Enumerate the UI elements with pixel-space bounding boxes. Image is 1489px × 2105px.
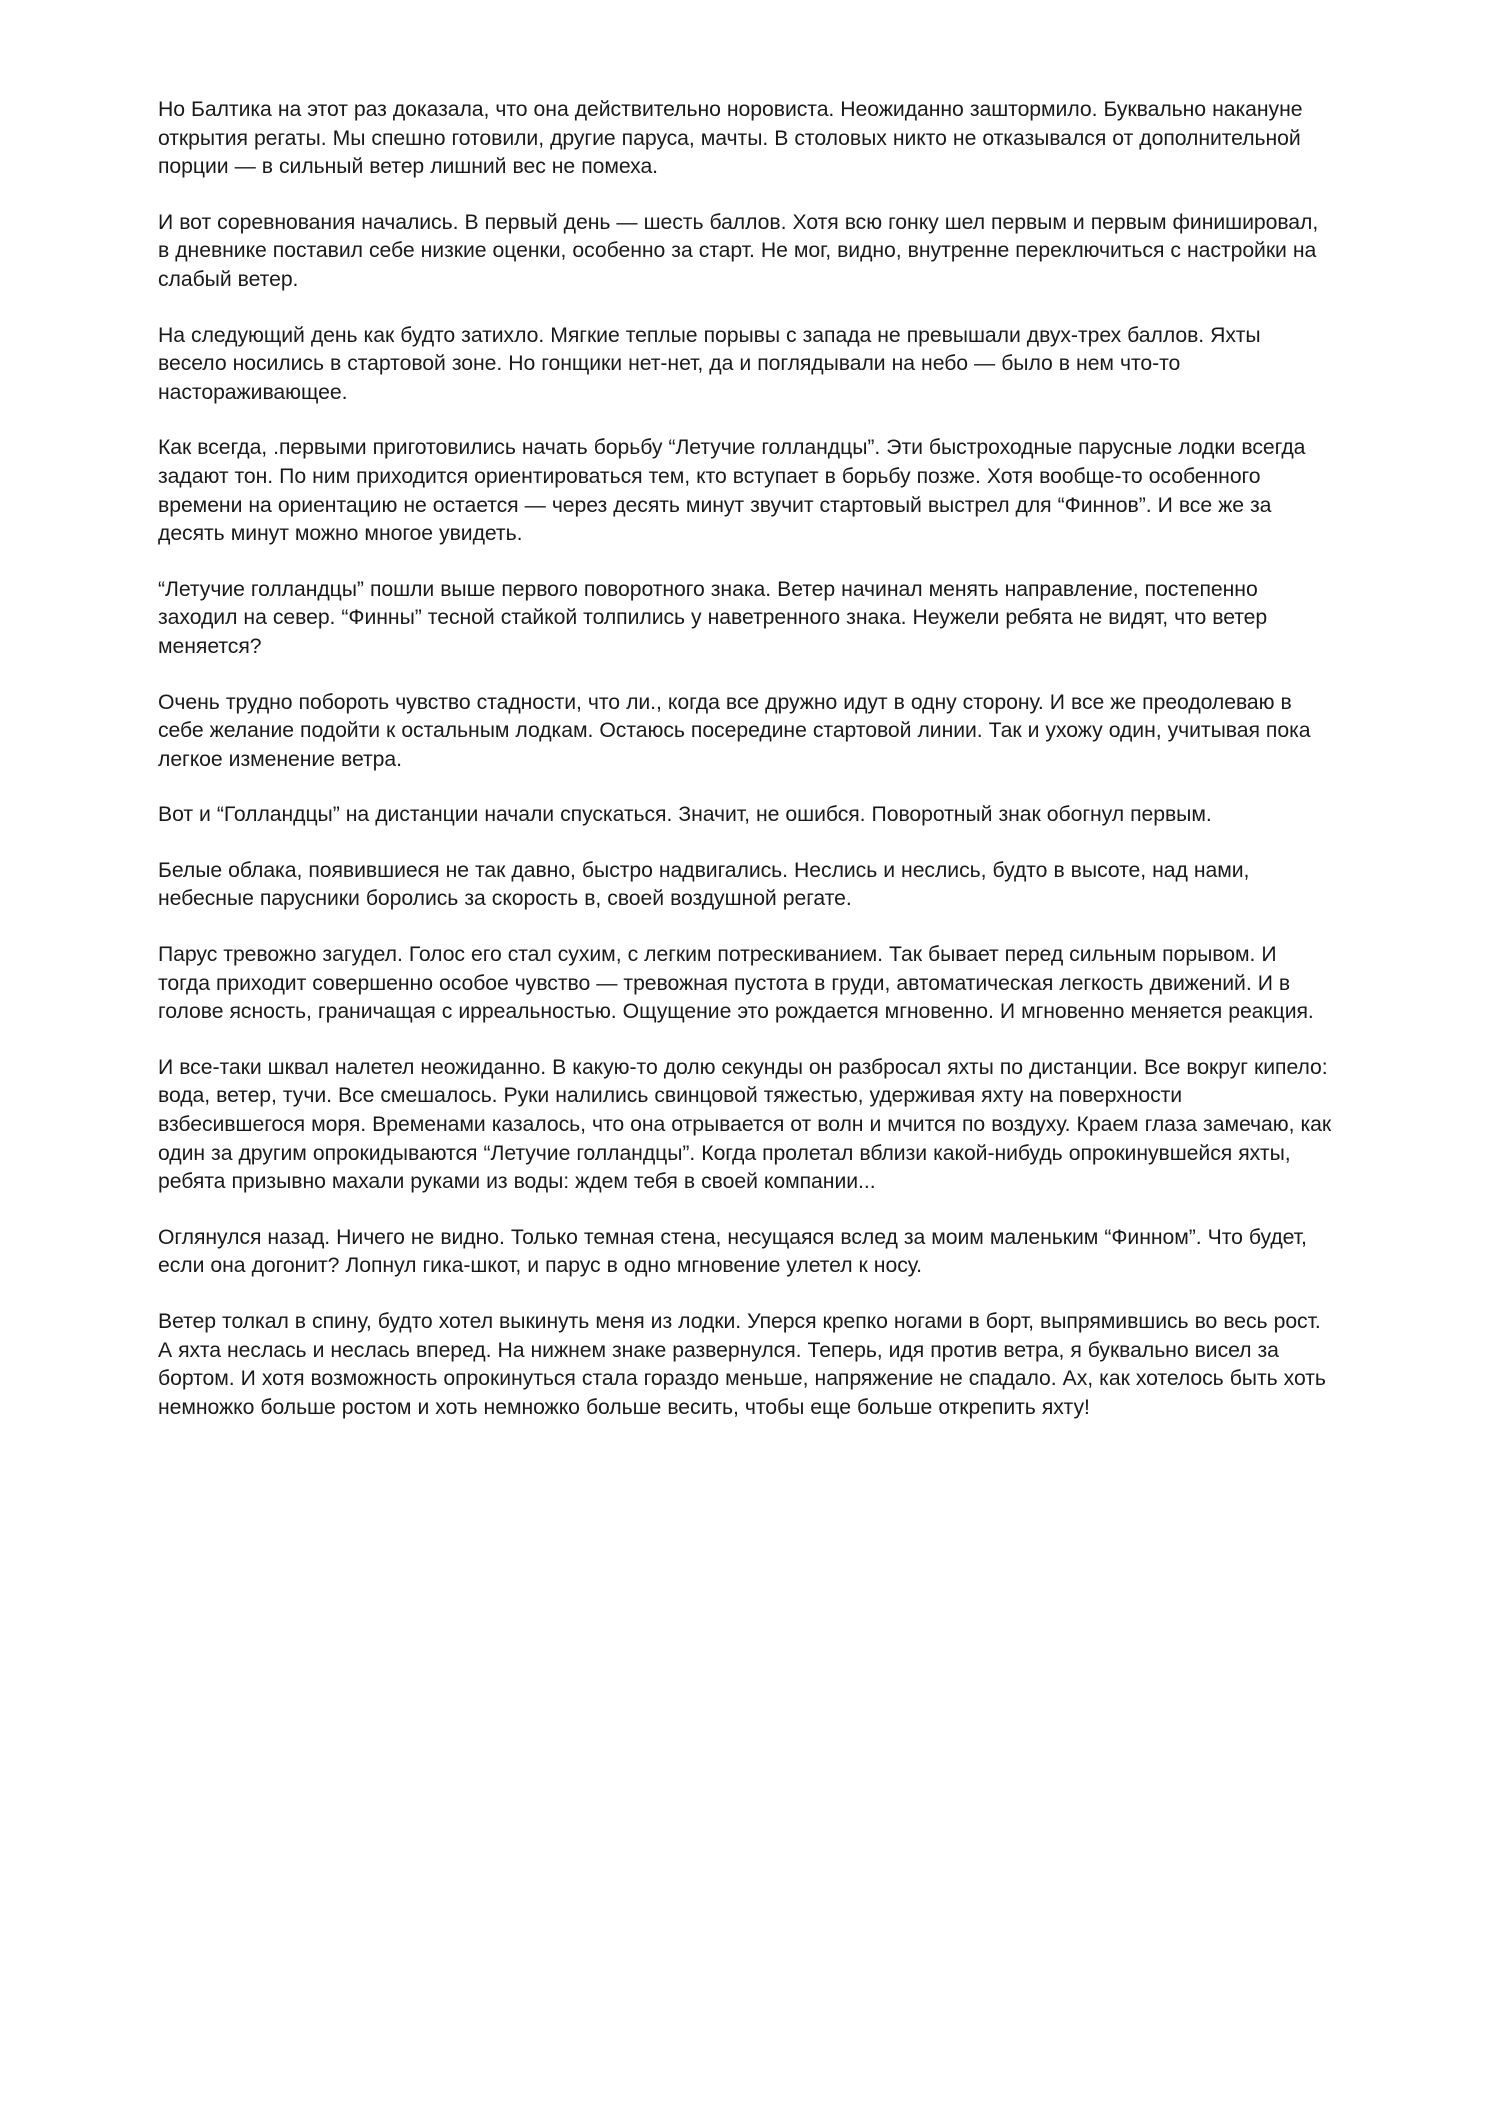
paragraph: Вот и “Голландцы” на дистанции начали спускаться. Значит, не ошибся. Поворотный знак обогнул первым. [158, 803, 1212, 827]
paragraph: И все-таки шквал налетел неожиданно. В какую-то долю секунды он разбросал яхты по дистанции. Все вокруг кипело: вода, ветер, тучи. Все смешалось. Руки налились свинцовой тяжестью, удерживая яхту на поверхности взбесившегося моря. Временами казалось, что она отрывается от волн и мчится по воздуху. Краем глаза замечаю, как один за другим опрокидываются “Летучие голландцы”. Когда пролетал вблизи какой-нибудь опрокинувшейся яхты, ребята призывно махали руками из воды: ждем тебя в своей компании... [158, 1055, 1332, 1194]
paragraph: Ветер толкал в спину, будто хотел выкинуть меня из лодки. Уперся крепко ногами в борт, выпрямившись во весь рост. А яхта неслась и неслась вперед. На нижнем знаке развернулся. Теперь, идя против ветра, я буквально висел за бортом. И хотя возможность опрокинуться стала гораздо меньше, напряжение не спадало. Ах, как хотелось быть хоть немножко больше ростом и хоть немножко больше весить, чтобы еще больше открепить яхту! [158, 1310, 1326, 1419]
paragraph: И вот соревнования начались. В первый день — шесть баллов. Хотя всю гонку шел первым и первым финишировал, в дневнике поставил себе низкие оценки, особенно за старт. Не мог, видно, внутренне переключиться с настройки на слабый ветер. [158, 210, 1319, 291]
paragraph: Белые облака, появившиеся не так давно, быстро надвигались. Неслись и неслись, будто в высоте, над нами, небесные парусники боролись за скорость в, своей воздушной регате. [158, 858, 1250, 911]
paragraph: Но Балтика на этот раз доказала, что она действительно норовиста. Неожиданно заштормило. Буквально накануне открытия регаты. Мы спешно готовили, другие паруса, мачты. В столовых никто не отказывался от дополнительной порции — в сильный ветер лишний вес не помеха. [158, 98, 1303, 179]
paragraph: На следующий день как будто затихло. Мягкие теплые порывы с запада не превышали двух-трех баллов. Яхты весело носились в стартовой зоне. Но гонщики нет-нет, да и поглядывали на небо — было в нем что-то настораживающее. [158, 323, 1261, 404]
paragraph: Как всегда, .первыми приготовились начать борьбу “Летучие голландцы”. Эти быстроходные парусные лодки всегда задают тон. По ним приходится ориентироваться тем, кто вступает в борьбу позже. Хотя вообще-то особенного времени на ориентацию не остается — через десять минут звучит стартовый выстрел для “Финнов”. И все же за десять минут можно многое увидеть. [158, 436, 1306, 546]
paragraph: “Летучие голландцы” пошли выше первого поворотного знака. Ветер начинал менять направление, постепенно заходил на север. “Финны” тесной стайкой толпились у наветренного знака. Неужели ребята не видят, что ветер меняется? [158, 577, 1268, 658]
body-text-column [158, 96, 1333, 1422]
paragraph: Парус тревожно загудел. Голос его стал сухим, с легким потрескиванием. Так бывает перед сильным порывом. И тогда приходит совершенно особое чувство — тревожная пустота в груди, автоматическая легкость движений. И в голове ясность, граничащая с ирреальностью. Ощущение это рождается мгновенно. И мгновенно меняется реакция. [158, 943, 1314, 1024]
paragraph: Оглянулся назад. Ничего не видно. Только темная стена, несущаяся вслед за моим маленьким “Финном”. Что будет, если она догонит? Лопнул гика-шкот, и парус в одно мгновение улетел к носу. [158, 1225, 1307, 1278]
paragraph: Очень трудно побороть чувство стадности, что ли., когда все дружно идут в одну сторону. И все же преодолеваю в себе желание подойти к остальным лодкам. Остаюсь посередине стартовой линии. Так и ухожу один, учитывая пока легкое изменение ветра. [158, 690, 1311, 771]
